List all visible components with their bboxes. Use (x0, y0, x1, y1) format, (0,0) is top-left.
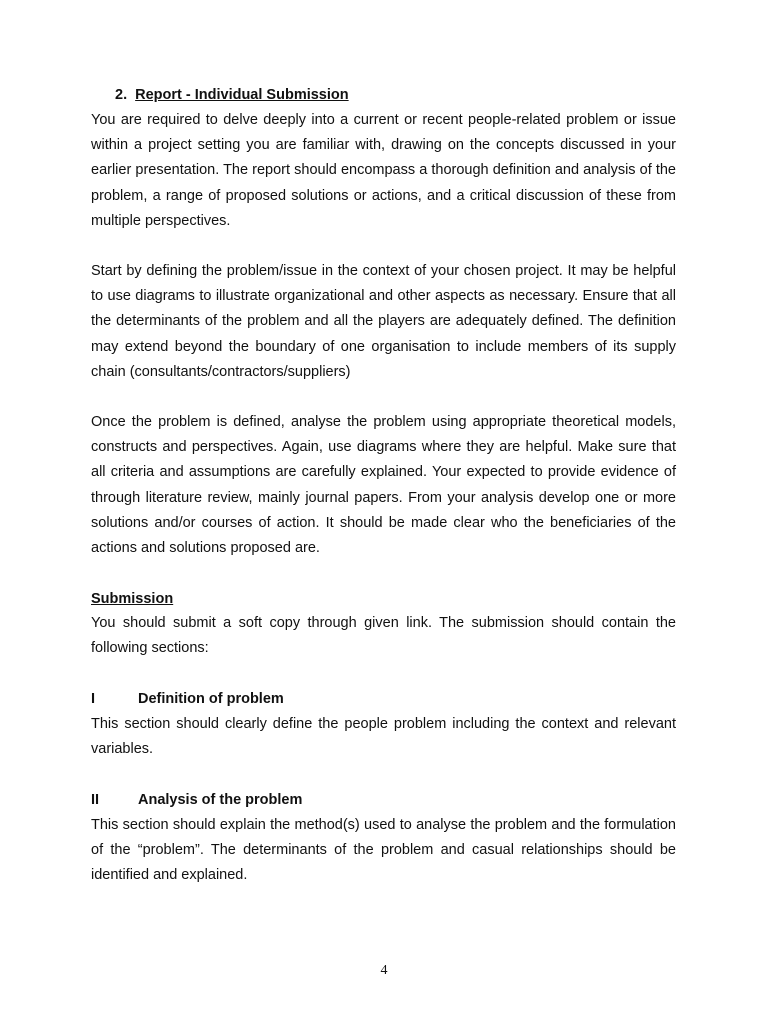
item-roman-numeral: I (91, 691, 96, 707)
page-number: 4 (380, 963, 388, 978)
section-heading (115, 86, 349, 104)
definition-paragraph: This section should clearly define the people problem including the context and relevant variables. (91, 716, 676, 758)
item-heading-analysis (91, 791, 302, 809)
intro-paragraph: You are required to delve deeply into a current or recent people-related problem or issue within a project setting you are familiar with, drawing on the concepts discussed in your earlier presentation. The report should encompass a thorough definition and analysis of the problem, a range of proposed solutions or actions, and a critical discussion of these from multiple perspectives. (91, 112, 676, 229)
analysis-paragraph: This section should explain the method(s) used to analyse the problem and the formulation of the “problem”. The determinants of the problem and casual relationships should be identified and explained. (91, 817, 676, 884)
submission-paragraph: You should submit a soft copy through given link. The submission should contain the following sections: (91, 615, 676, 657)
item-title: Analysis of the problem (138, 792, 303, 808)
item-title: Definition of problem (138, 691, 284, 707)
section-title: Report - Individual Submission (135, 87, 349, 103)
item-roman-numeral: II (91, 792, 100, 808)
analyse-paragraph: Once the problem is defined, analyse the problem using appropriate theoretical models, constructs and perspectives. Again, use diagrams where they are helpful. Make sure that all criteria and assumptions are carefully explained. Your expected to provide evidence of through literature review, mainly journal papers. From your analysis develop one or more solutions and/or courses of action. It should be made clear who the beneficiaries of the actions and solutions proposed are. (91, 414, 676, 557)
item-heading-definition (91, 690, 284, 708)
section-number: 2. (115, 87, 128, 103)
define-paragraph: Start by defining the problem/issue in the context of your chosen project. It may be helpful to use diagrams to illustrate organizational and other aspects as necessary. Ensure that all the determinants of the problem and all the players are adequately defined. The definition may extend beyond the boundary of one organisation to include members of its supply chain (consultants/contractors/suppliers) (91, 263, 676, 380)
submission-heading: Submission (91, 591, 174, 607)
